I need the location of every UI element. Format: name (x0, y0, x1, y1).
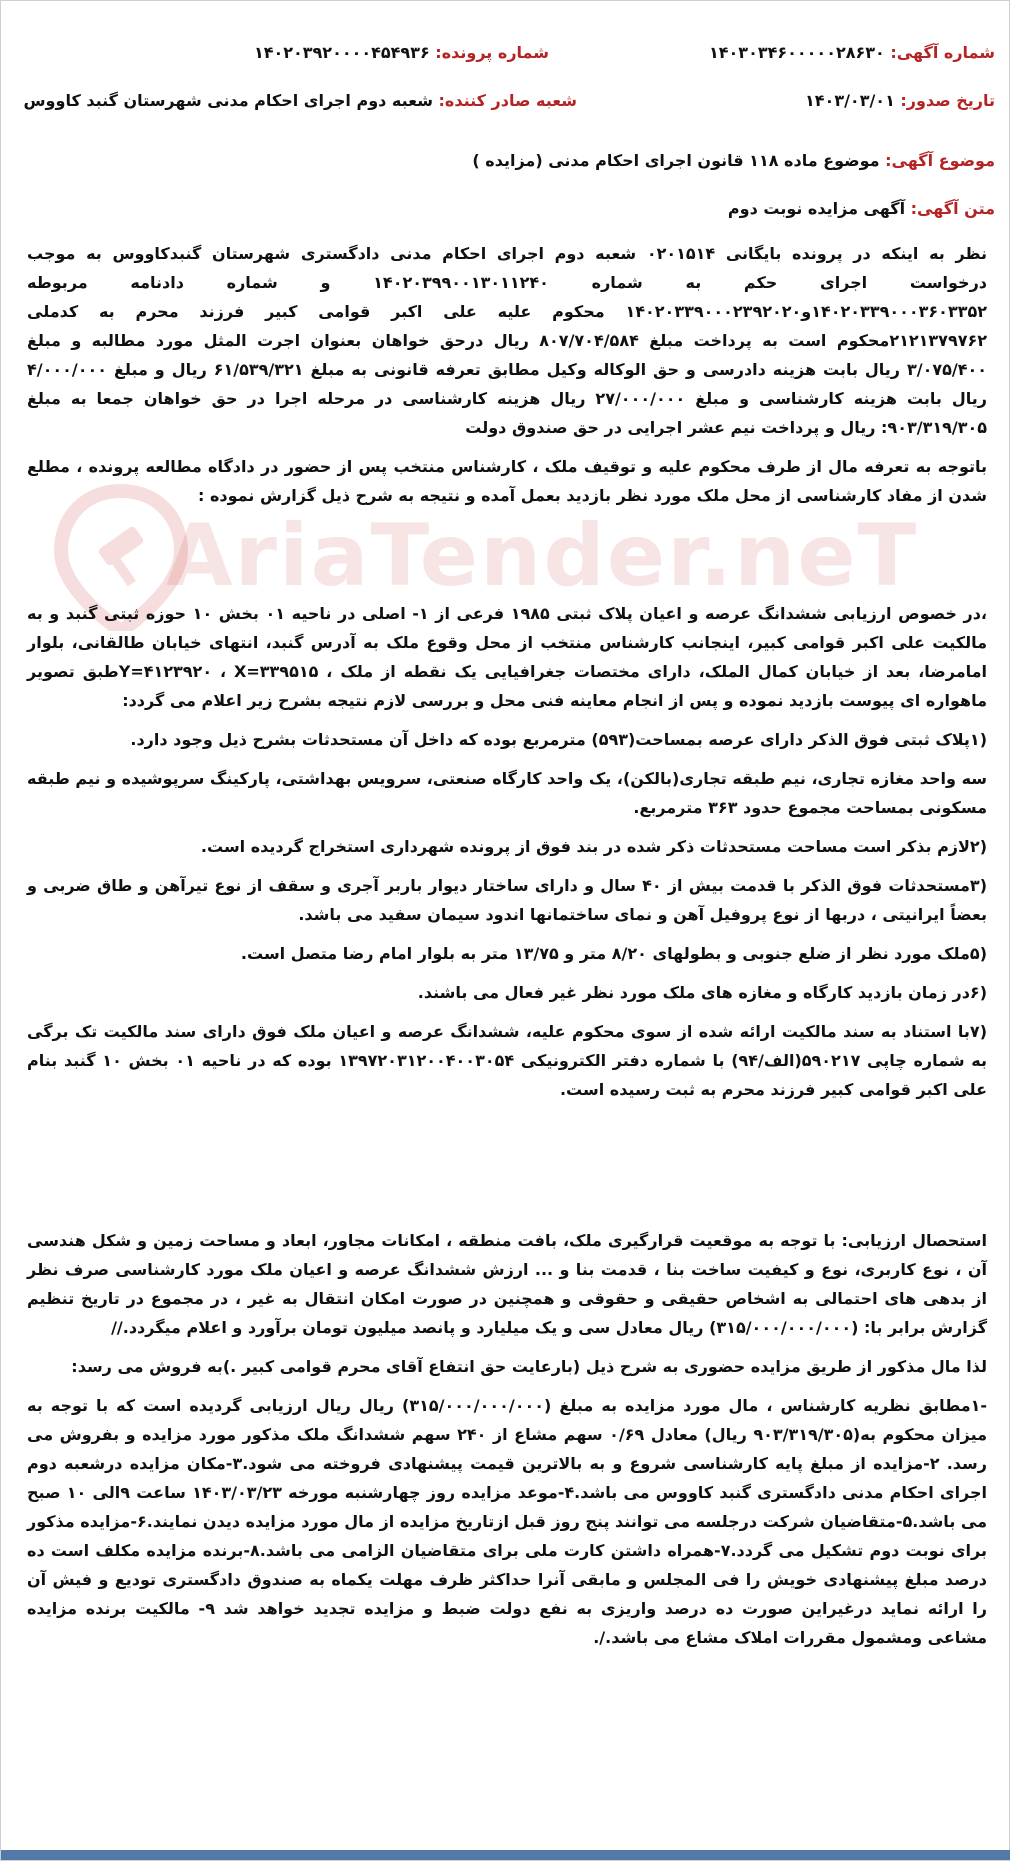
item-1b: سه واحد مغازه تجاری، نیم طبقه تجاری(بالکن)، یک واحد کارگاه صنعتی، سرویس بهداشتی، پارکینگ سرپوشیده و نیم طبقه مسکونی بمساحت مجموع حدود ۳۶۳ مترمربع. (27, 769, 987, 817)
text-label: متن آگهی: (910, 199, 995, 218)
item-5: (۵ملک مورد نظر از ضلع جنوبی و بطولهای ۸/۲۰ متر و ۱۳/۷۵ متر به بلوار امام رضا متصل است. (240, 944, 987, 963)
body-intro (27, 239, 987, 520)
subject-value: موضوع ماده ۱۱۸ قانون اجرای احکام مدنی (مزایده ) (472, 151, 880, 170)
issue-date-label: تاریخ صدور: (900, 91, 995, 110)
paragraph-location: ،در خصوص ارزیابی ششدانگ عرصه و اعیان پلاک ثبتی ۱۹۸۵ فرعی از ۱- اصلی در ناحیه ۰۱ بخش ۱۰ حوزه ثبتی گنبد و به مالکیت علی اکبر قوامی کبیر، اینجانب کارشناس منتخب از محل وقوع ملک به آدرس گنبد، انتهای خیابان طالقانی، بلوار امامرضا، بعد از خیابان کمال الملک، دارای مختصات جغرافیایی یک نقطه از ملک ، Y=۴۱۲۳۹۲۰ ، X=۳۳۹۵۱۵طبق تصویر ماهواره ای پیوست بازدید نموده و پس از انجام معاینه فنی محل و بررسی لازم نتیجه بشرح زیر اعلام می گردد: (27, 604, 988, 710)
issue-date-row (805, 91, 995, 110)
paragraph-expert: باتوجه به تعرفه مال از طرف محکوم علیه و توقیف ملک ، کارشناس منتخب پس از حضور در دادگاه مطالعه پرونده ، مطلع شدن از مفاد کارشناسی از محل ملک مورد نظر بازدید بعمل آمده و نتیجه به شرح ذیل گزارش نموده : (27, 457, 987, 505)
watermark-text: AriaTender.neT (166, 506, 919, 606)
item-1: (۱پلاک ثبتی فوق الذکر دارای عرصه بمساحت(۵۹۳) مترمربع بوده که داخل آن مستحدثات بشرح ذیل وجود دارد. (130, 730, 987, 749)
paragraph-case: نظر به اینکه در پرونده بایگانی ۰۲۰۱۵۱۴ شعبه دوم اجرای احکام مدنی دادگستری شهرستان گنبدکاووس به موجب درخواست اجرای حکم به شماره ۱۴۰۲۰۳۹۹۰۰۱۳۰۱۱۲۴۰ و شماره دادنامه مربوطه ۱۴۰۲۰۳۳۹۰۰۰۳۶۰۳۳۵۲و۱۴۰۲۰۳۳۹۰۰۰۲۳۹۲۰۲۰ محکوم علیه علی اکبر قوامی کبیر فرزند محرم به کدملی ۲۱۲۱۳۷۹۷۶۲محکوم است به پرداخت مبلغ ۸۰۷/۷۰۴/۵۸۴ ریال درحق خواهان بعنوان اجرت المثل مورد مطالبه و مبلغ ۳/۰۷۵/۴۰۰ ریال بابت هزینه دادرسی و حق الوکاله وکیل مطابق تعرفه قانونی به مبلغ ۶۱/۵۳۹/۳۲۱ ریال و مبلغ ۴/۰۰۰/۰۰۰ ریال بابت هزینه کارشناسی و مبلغ ۲۷/۰۰۰/۰۰۰ ریال هزینه کارشناسی در مرحله اجرا در حق خواهان جمعا به مبلغ ۹۰۳/۳۱۹/۳۰۵: ریال و پرداخت نیم عشر اجرایی در حق صندوق دولت (27, 244, 988, 437)
text-title-row (728, 199, 995, 218)
ad-number-label: شماره آگهی: (890, 43, 995, 62)
body-valuation (27, 1226, 987, 1662)
paragraph-auction-terms: -۱مطابق نظریه کارشناس ، مال مورد مزایده به مبلغ (۳۱۵/۰۰۰/۰۰۰/۰۰۰) ریال ریال ارزیابی گردیده است که با توجه به میزان محکوم به(۹۰۳/۳۱۹/۳۰۵ ریال) معادل ۰/۶۹ سهم مشاع از ۲۴۰ سهم ششدانگ ملک مذکور مورد مزایده و بفروش می رسد. ۲-مزایده از مبلغ پایه کارشناسی شروع و به بالاترین قیمت پیشنهادی فروخته می شود.۳-مکان مزایده درشعبه دوم اجرای احکام مدنی دادگستری گنبد کاووس می باشد.۴-موعد مزایده روز چهارشنبه مورخه ۱۴۰۳/۰۳/۲۳ ساعت ۹الی ۱۰ صبح می باشد.۵-متقاضیان شرکت درجلسه می توانند پنج روز قبل ازتاریخ مزایده از مال مورد مزایده دیدن نمایند.۶-مزایده مذکور برای نوبت دوم تشکیل می گردد.۷-همراه داشتن کارت ملی برای متقاضیان الزامی می باشد.۸-برنده مزایده مکلف است ده درصد مبلغ پیشنهادی خویش را فی المجلس و مابقی آنرا حداکثر ظرف مهلت یکماه به صندوق دادگستری تودیع و فیش آن را ارائه نماید درغیراین صورت ده درصد واریزی به نفع دولت ضبط و مزایده تجدید خواهد شد ۹- مالکیت برنده مزایده مشاعی ومشمول مقررات املاک مشاع می باشد./. (27, 1396, 988, 1647)
paragraph-auction-intro: لذا مال مذکور از طریق مزایده حضوری به شرح ذیل (بارعایت حق انتفاع آقای محرم قوامی کبیر .)به فروش می رسد: (71, 1357, 987, 1376)
paragraph-valuation: استحصال ارزیابی: با توجه به موقعیت قرارگیری ملک، بافت منطقه ، امکانات مجاور، ابعاد و مساحت زمین و شکل هندسی آن ، نوع کاربری، نوع و کیفیت ساخت بنا ، قدمت بنا و ... ارزش ششدانگ عرصه و اعیان ملک مورد کارشناسی صرف نظر از بدهی های احتمالی به اشخاص حقیقی و حقوقی و همچنین در صورت امکان انتقال به غیر ، در مجموع در تاریخ تنظیم گزارش برابر با: (۳۱۵/۰۰۰/۰۰۰/۰۰۰) ریال معادل سی و یک میلیارد و پانصد میلیون تومان برآورد و اعلام میگردد.// (27, 1231, 987, 1337)
case-number-value: ۱۴۰۲۰۳۹۲۰۰۰۰۴۵۴۹۳۶ (253, 43, 430, 62)
ad-number-row (709, 43, 995, 62)
text-title: آگهی مزایده نوبت دوم (727, 199, 906, 218)
issuer-row (23, 91, 577, 110)
body-report (27, 599, 987, 1114)
item-7: (۷با استناد به سند مالکیت ارائه شده از سوی محکوم علیه، ششدانگ عرصه و اعیان ملک فوق دارای سند مالکیت تک برگی به شماره چاپی ۵۹۰۲۱۷(الف/۹۴) با شماره دفتر الکترونیکی ۱۳۹۷۲۰۳۱۲۰۰۴۰۰۳۰۵۴ بوده که در ناحیه ۰۱ بخش ۱۰ گنبد بنام علی اکبر قوامی کبیر فرزند محرم به ثبت رسیده است. (27, 1022, 988, 1099)
case-number-label: شماره پرونده: (435, 43, 549, 62)
item-2: (۲لازم بذکر است مساحت مستحدثات ذکر شده در بند فوق از پرونده شهرداری استخراج گردیده است. (200, 837, 987, 856)
item-6: (۶در زمان بازدید کارگاه و مغازه های ملک مورد نظر غیر فعال می باشند. (417, 983, 987, 1002)
case-number-row (254, 43, 549, 62)
subject-row (472, 151, 995, 170)
item-3: (۳مستحدثات فوق الذکر با قدمت بیش از ۴۰ سال و دارای ساختار دیوار باربر آجری و سقف از نوع تیرآهن و طاق ضربی و بعضاً ایرانیتی ، دربها از نوع پروفیل آهن و نمای ساختمانها اندود سیمان سفید می باشد. (27, 876, 987, 924)
issuer-value: شعبه دوم اجرای احکام مدنی شهرستان گنبد کاووس (23, 91, 433, 110)
issuer-label: شعبه صادر کننده: (438, 91, 577, 110)
ad-number-value: ۱۴۰۳۰۳۴۶۰۰۰۰۰۲۸۶۳۰ (709, 43, 885, 62)
subject-label: موضوع آگهی: (885, 151, 995, 170)
bottom-bar (1, 1850, 1010, 1860)
issue-date-value: ۱۴۰۳/۰۳/۰۱ (805, 91, 895, 110)
